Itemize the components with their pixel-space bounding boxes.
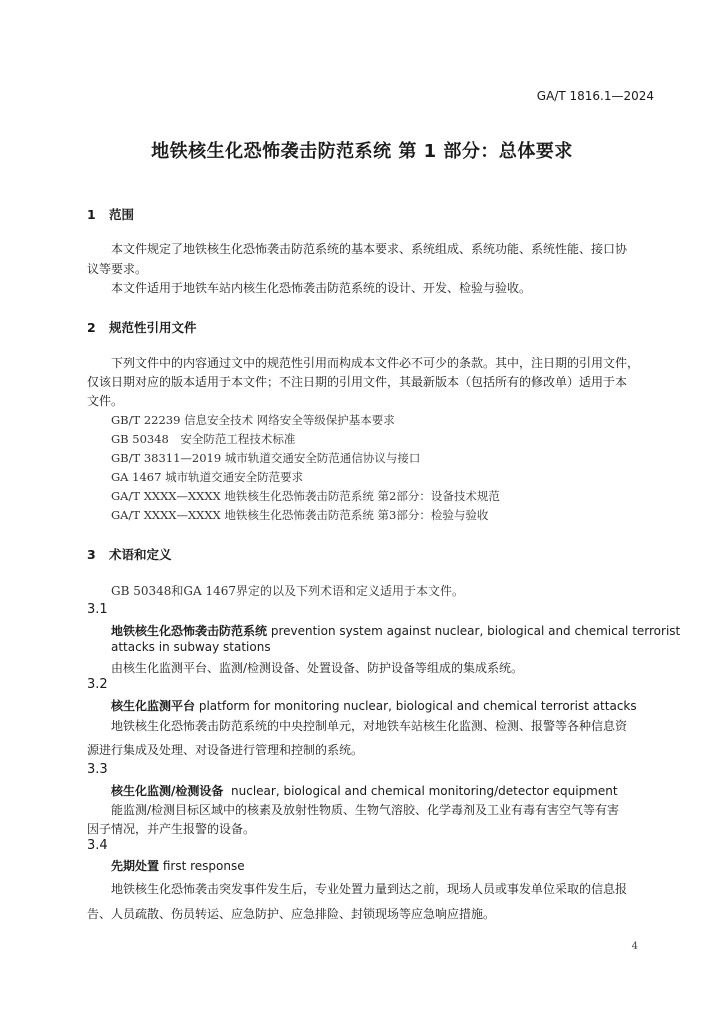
reference-item: GB 50348 安全防范工程技术标准	[111, 432, 296, 446]
term-en: platform for monitoring nuclear, biological and chemical terrorist attacks	[198, 699, 637, 713]
term-definition: 能监测/检测目标区域中的核素及放射性物质、生物气溶胶、化学毒剂及工业有毒有害空气等有害	[111, 803, 620, 817]
page-number: 4	[631, 941, 638, 952]
reference-item: GA/T XXXX—XXXX 地铁核生化恐怖袭击防范系统 第3部分：检验与验收	[111, 508, 489, 522]
term-title	[111, 782, 618, 799]
term-definition: 由核生化监测平台、监测/检测设备、处置设备、防护设备等组成的集成系统。	[111, 661, 524, 675]
section-title: 规范性引用文件	[109, 320, 197, 335]
paragraph-line: 文件。	[87, 394, 124, 408]
term-zh: 核生化监测/检测设备	[111, 784, 224, 798]
paragraph-line: 议等要求。	[87, 262, 148, 276]
section-number: 2	[87, 320, 96, 335]
term-number: 3.3	[87, 762, 108, 777]
term-title	[111, 857, 245, 874]
paragraph-line: 下列文件中的内容通过文中的规范性引用而构成本文件必不可少的条款。其中，注日期的引用文件，	[111, 356, 640, 370]
document-title: 地铁核生化恐怖袭击防范系统 第 1 部分：总体要求	[151, 141, 573, 162]
paragraph-line: 仅该日期对应的版本适用于本文件；不注日期的引用文件，其最新版本（包括所有的修改单）适用于本	[87, 375, 628, 389]
section-number: 3	[87, 547, 96, 562]
reference-item: GB/T 38311—2019 城市轨道交通安全防范通信协议与接口	[111, 451, 421, 465]
term-zh: 先期处置	[111, 859, 160, 873]
term-number: 3.4	[87, 838, 108, 853]
term-definition: 告、人员疏散、伤员转运、应急防护、应急排险、封锁现场等应急响应措施。	[87, 907, 496, 921]
paragraph-line: 本文件适用于地铁车站内核生化恐怖袭击防范系统的设计、开发、检验与验收。	[111, 281, 532, 295]
reference-item: GB/T 22239 信息安全技术 网络安全等级保护基本要求	[111, 413, 395, 427]
term-definition: 源进行集成及处理、对设备进行管理和控制的系统。	[87, 743, 364, 757]
section-2-heading	[87, 318, 197, 336]
section-1-heading	[87, 205, 134, 223]
term-en: prevention system against nuclear, biological and chemical terrorist	[270, 624, 681, 638]
term-definition: 地铁核生化恐怖袭击防范系统的中央控制单元，对地铁车站核生化监测、检测、报警等各种信息资	[111, 719, 628, 733]
reference-item: GA 1467 城市轨道交通安全防范要求	[111, 470, 304, 484]
term-title	[111, 622, 680, 639]
term-number: 3.1	[87, 602, 108, 617]
term-zh: 核生化监测平台	[111, 699, 196, 713]
term-en: nuclear, biological and chemical monitoring/detector equipment	[231, 784, 618, 798]
term-en: first response	[162, 859, 245, 873]
section-3-heading	[87, 545, 172, 563]
term-en-continued: attacks in subway stations	[111, 640, 271, 654]
term-zh: 地铁核生化恐怖袭击防范系统	[111, 624, 268, 638]
section-title: 术语和定义	[109, 547, 172, 562]
standard-code: GA/T 1816.1—2024	[536, 89, 654, 103]
term-title	[111, 697, 637, 714]
paragraph-line: GB 50348和GA 1467界定的以及下列术语和定义适用于本文件。	[111, 584, 464, 598]
section-number: 1	[87, 207, 96, 222]
paragraph-line: 本文件规定了地铁核生化恐怖袭击防范系统的基本要求、系统组成、系统功能、系统性能、接口协	[111, 242, 628, 256]
term-number: 3.2	[87, 677, 108, 692]
reference-item: GA/T XXXX—XXXX 地铁核生化恐怖袭击防范系统 第2部分：设备技术规范	[111, 489, 500, 503]
section-title: 范围	[109, 207, 135, 222]
term-definition: 因子情况，并产生报警的设备。	[87, 822, 256, 836]
term-definition: 地铁核生化恐怖袭击突发事件发生后，专业处置力量到达之前，现场人员或事发单位采取的信息报	[111, 882, 628, 896]
